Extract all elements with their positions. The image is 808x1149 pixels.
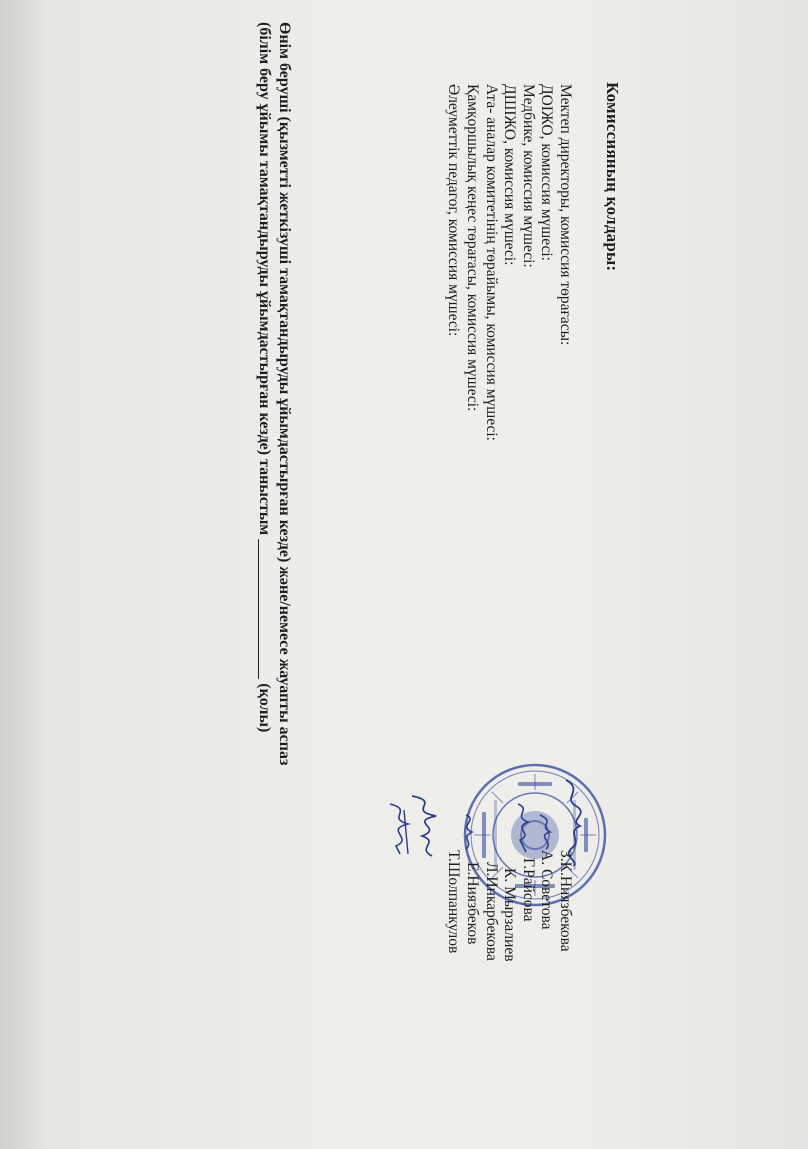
signature-icon: [380, 800, 420, 856]
signature-icon: [508, 800, 538, 856]
signature-blank: [258, 539, 259, 679]
name-line: Е.Ниязбеков: [464, 862, 482, 945]
section-heading: Комиссияның қолдары:: [603, 82, 622, 272]
statement-line: [254, 22, 274, 1142]
role-line: Мектеп директоры, комиссия төрағасы:: [557, 84, 574, 346]
acknowledgement-statement: [254, 22, 294, 1142]
statement-line: [274, 22, 294, 1142]
signature-icon: [456, 812, 480, 852]
name-line: З.К.Ниязбекова: [557, 850, 574, 952]
role-line: ДШІЖО, комиссия мүшесі:: [501, 84, 519, 266]
role-line: Әлеуметтік педагог, комиссия мүшесі:: [445, 84, 463, 337]
statement-text: Өнім беруші (қызметті жеткізуші тамақтандыруды ұйымдастырған кезде) және/немесе жауапты аспаз: [276, 22, 293, 766]
name-line: А. Советова: [538, 850, 556, 930]
role-line: Медбике, комиссия мүшесі:: [519, 84, 537, 268]
name-line: Г.Райсова: [519, 858, 537, 922]
name-list: [444, 850, 574, 962]
name-line: Т.Шолпанкулов: [445, 850, 463, 954]
role-line: Қамқоршылық кеңес төрағасы, комиссия мүшесі:: [464, 84, 482, 412]
name-line: Л.Инкарбекова: [482, 862, 500, 961]
signature-caption: (қолы): [256, 683, 273, 733]
role-line: ДОІЖО, комиссия мүшесі:: [538, 84, 556, 261]
role-list: [444, 84, 574, 441]
statement-text: (білім беру ұйымы тамақтандыруды ұйымдастырған кезде) таныстым: [256, 22, 273, 536]
role-line: Ата- аналар комитетінің төрайымы, комиссия мүшесі:: [482, 84, 500, 441]
name-line: К. Мырзалиев: [501, 868, 519, 962]
